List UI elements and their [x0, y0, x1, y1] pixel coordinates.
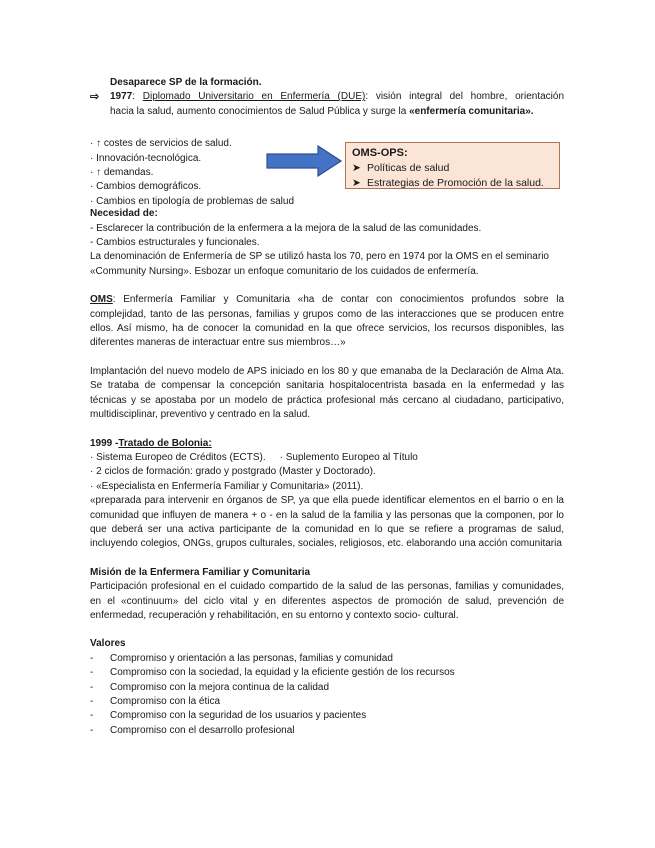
necesidad-line: La denominación de Enfermería de SP se utilizó hasta los 70, pero en 1974 por la OMS en el seminario — [90, 251, 549, 263]
bolonia-line: · Sistema Europeo de Créditos (ECTS). · Suplemento Europeo al Título — [90, 451, 418, 463]
necesidad-line: - Esclarecer la contribución de la enfermera a la mejora de la salud de las comunidades. — [90, 222, 482, 234]
oms-ops-item: ➤ Políticas de salud — [352, 162, 450, 175]
intro-year: 1977 — [110, 91, 133, 103]
causes-list — [90, 137, 294, 209]
valores-item: - Compromiso con el desarrollo profesional — [90, 724, 295, 736]
mision-heading: Misión de la Enfermera Familiar y Comunitaria — [90, 566, 311, 578]
necesidad-line: «Community Nursing». Esbozar un enfoque comunitario de los cuidados de enfermería. — [90, 265, 479, 277]
arrowhead-bullet-icon: ➤ — [352, 162, 361, 175]
bolonia-title: Tratado de Bolonia: — [118, 437, 212, 449]
oms-ops-title: OMS-OPS: — [352, 147, 408, 160]
cause-item: · Innovación-tecnológica. — [90, 152, 202, 164]
due-label: Diplomado Universitario en Enfermería (DUE) — [142, 91, 366, 103]
causes-block — [90, 137, 564, 207]
oms-ops-item: ➤ Estrategias de Promoción de la salud. — [352, 177, 544, 190]
cause-item: · ↑ demandas. — [90, 167, 154, 179]
mision-paragraph: Participación profesional en el cuidado compartido de la salud de las personas, familias y comunidades, en el «continuum» del ciclo vital y en diferentes aspectos de promoción de salud, prevención de enfermedad, recuperación y rehabilitación, en su entorno y contexto socio- cultural. — [90, 581, 564, 621]
blue-right-arrow-icon — [266, 145, 342, 177]
oms-ops-box — [345, 142, 560, 189]
double-arrow-icon: ⇨ — [90, 91, 100, 104]
intro-1977-row — [90, 90, 564, 119]
valores-item: - Compromiso con la mejora continua de la calidad — [90, 681, 330, 693]
cause-item: · Cambios en tipología de problemas de salud — [90, 195, 295, 207]
cause-item: · Cambios demográficos. — [90, 181, 202, 193]
oms-label: OMS — [90, 294, 113, 306]
valores-item: - Compromiso y orientación a las personas, familias y comunidad — [90, 652, 393, 664]
necesidad-heading: Necesidad de: — [90, 208, 158, 220]
bolonia-line: · 2 ciclos de formación: grado y postgrado (Master y Doctorado). — [90, 466, 376, 478]
arrowhead-bullet-icon: ➤ — [352, 177, 361, 190]
bolonia-line: · «Especialista en Enfermería Familiar y Comunitaria» (2011). — [90, 480, 364, 492]
aps-paragraph: Implantación del nuevo modelo de APS iniciado en los 80 y que emanaba de la Declaración de Alma Ata. Se trataba de compensar la concepción sanitaria hospitalocentrista basada en la enfermedad y las técnicas y se apostaba por un modelo de práctica profesional más cercano al ciudadano, participativo, multidisciplinar, preventivo y centrado en la salud. — [90, 365, 564, 421]
bolonia-heading: 1999 -Tratado de Bolonia: — [90, 437, 212, 449]
valores-item: - Compromiso con la seguridad de los usuarios y pacientes — [90, 710, 367, 722]
oms-paragraph: OMS: Enfermería Familiar y Comunitaria «ha de contar con conocimientos profundos sobre la complejidad, tanto de las personas, familias y grupos como de las interacciones que se producen entre ellos. Así mismo, ha de conocer la comunidad en la que ofrece servicios, los recursos disponibles, las diferentes maneras de interactuar entre sus miembros…» — [90, 294, 564, 349]
valores-heading: Valores — [90, 638, 126, 650]
intro-line-1: 1977: Diplomado Universitario en Enfermería (DUE): visión integral del hombre, orientación — [110, 91, 565, 103]
bolonia-quote: «preparada para intervenir en órganos de SP, ya que ella puede identificar elementos en el barrio o en la comunidad que influyen de manera + o - en la salud de la familia y las personas que la componen, por lo que deberá ser una activa participante de la comunidad en lo que se refiere a programas de salud, incluyendo colegios, ONGs, grupos culturales, sociales, religiosos, etc. elaborando una acción comunitaria — [90, 495, 564, 550]
intro-line-2: hacia la salud, aumento conocimientos de Salud Pública y surge la «enfermería comunitaria». — [110, 105, 534, 117]
enfermeria-comunitaria-emph: «enfermería comunitaria». — [409, 105, 534, 117]
valores-item: - Compromiso con la ética — [90, 696, 221, 707]
necesidad-line: - Cambios estructurales y funcionales. — [90, 237, 260, 249]
valores-item: - Compromiso con la sociedad, la equidad y la eficiente gestión de los recursos — [90, 667, 455, 679]
intro-heading: Desaparece SP de la formación. — [110, 77, 262, 88]
document-page — [90, 76, 564, 738]
cause-item: · ↑ costes de servicios de salud. — [90, 138, 232, 150]
